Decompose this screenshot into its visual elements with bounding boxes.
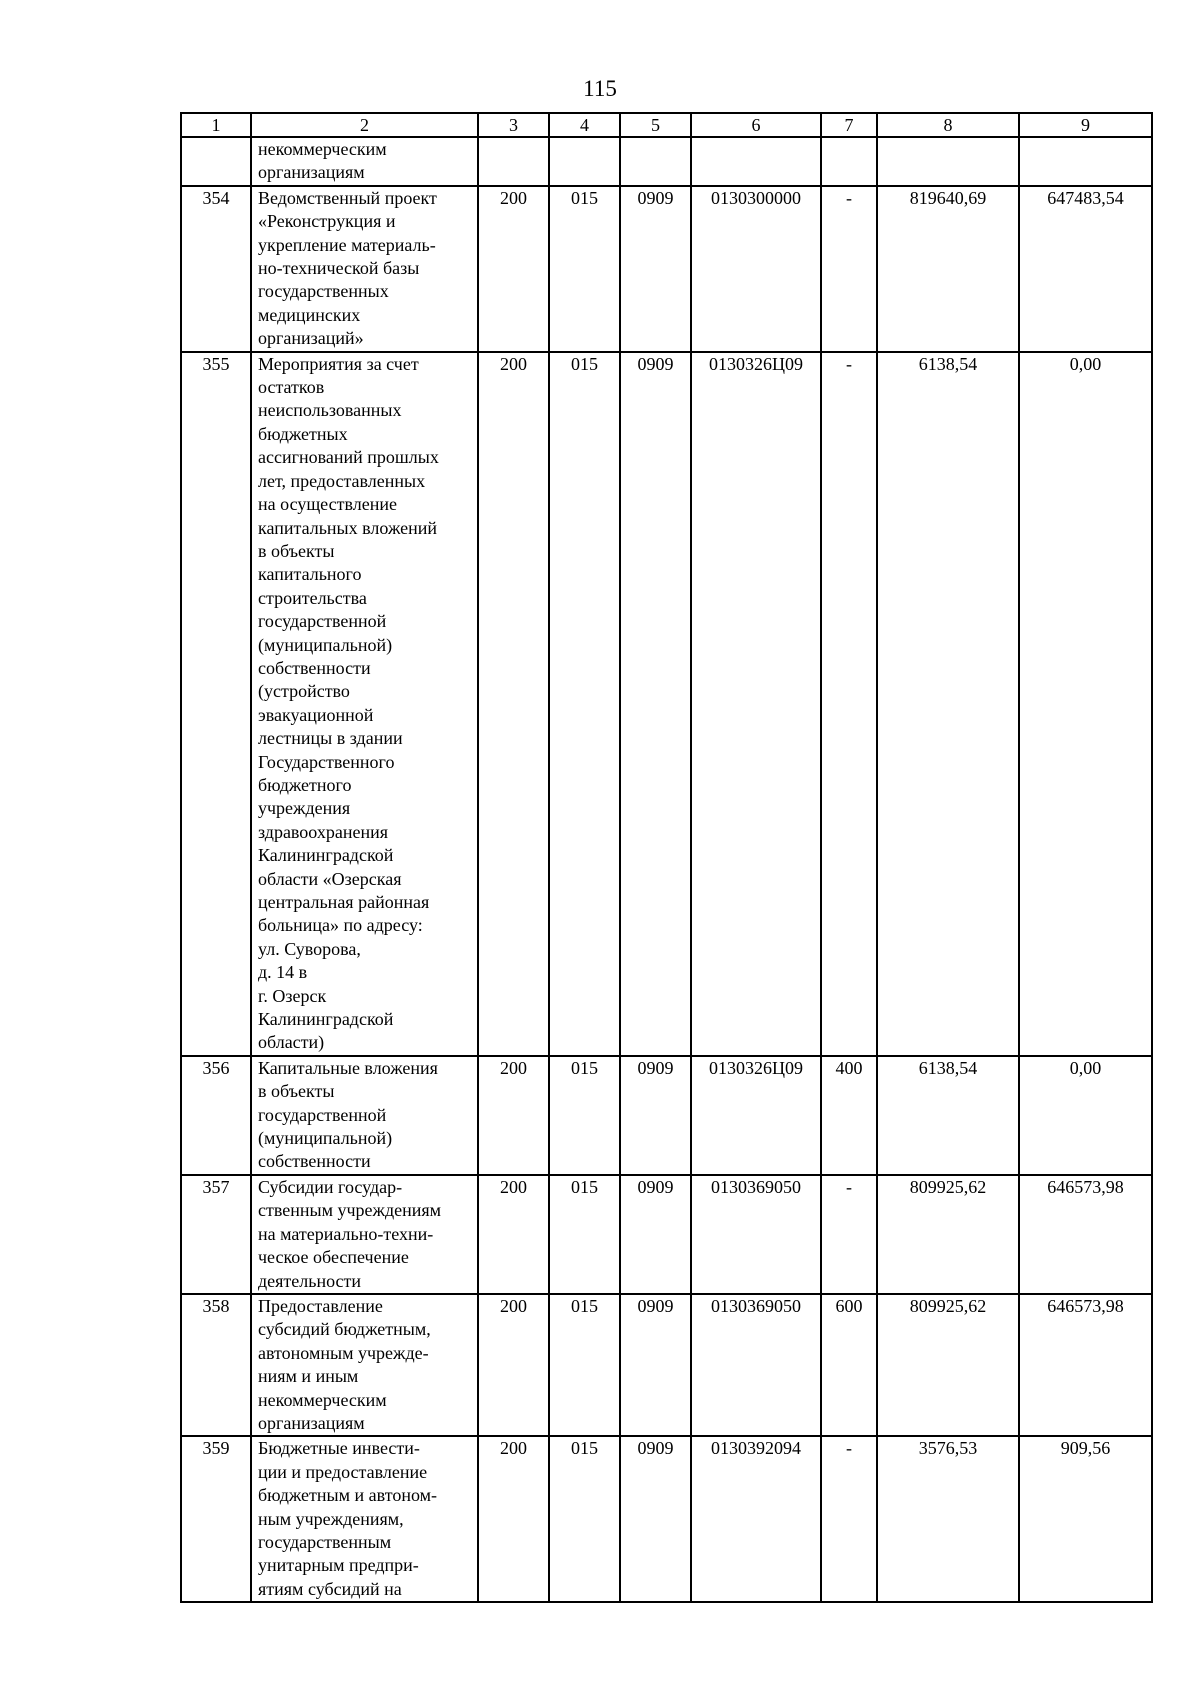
- row-name-line: на материально-техни-: [258, 1223, 434, 1244]
- row-name-cell: [251, 1436, 478, 1602]
- row-name-line: Мероприятия за счет: [258, 353, 419, 374]
- row-name-line: больница» по адресу:: [258, 915, 423, 936]
- amount-cell: [1019, 137, 1152, 186]
- row-name-cell: [251, 352, 478, 1056]
- code-cell: [620, 137, 691, 186]
- column-header: 9: [1019, 113, 1152, 137]
- amount-cell: 6138,54: [877, 352, 1019, 1056]
- row-name-line: собственности: [258, 1151, 371, 1172]
- column-header: 4: [549, 113, 620, 137]
- code-cell: 015: [549, 1436, 620, 1602]
- row-name-line: бюджетного: [258, 774, 352, 795]
- amount-cell: 6138,54: [877, 1056, 1019, 1175]
- row-name-line: неиспользованных: [258, 400, 402, 421]
- row-number-cell: 357: [181, 1175, 251, 1294]
- column-header: 3: [478, 113, 549, 137]
- target-code-cell: 0130326Ц09: [691, 352, 821, 1056]
- table-row: [181, 1294, 1152, 1436]
- expense-type-cell: -: [821, 1436, 877, 1602]
- row-name-line: ственным учреждениям: [258, 1200, 442, 1221]
- code-cell: 015: [549, 1056, 620, 1175]
- row-name-line: (устройство: [258, 681, 350, 702]
- row-name-line: государственной: [258, 611, 387, 632]
- code-cell: 015: [549, 352, 620, 1056]
- target-code-cell: [691, 137, 821, 186]
- target-code-cell: 0130300000: [691, 186, 821, 352]
- code-cell: 200: [478, 186, 549, 352]
- expense-type-cell: 400: [821, 1056, 877, 1175]
- row-name-line: некоммерческим: [258, 1389, 387, 1410]
- row-name-line: бюджетных: [258, 423, 348, 444]
- column-number-row: [181, 113, 1152, 137]
- expense-type-cell: -: [821, 186, 877, 352]
- row-name-line: центральная районная: [258, 892, 430, 912]
- row-name-line: д. 14 в: [258, 962, 308, 983]
- row-name-line: организациям: [258, 1412, 365, 1433]
- row-name-line: капитального: [258, 564, 362, 585]
- row-name-line: эвакуационной: [258, 704, 374, 725]
- row-number-cell: 358: [181, 1294, 251, 1436]
- row-name-line: субсидий бюджетным,: [258, 1319, 431, 1340]
- amount-cell: 646573,98: [1019, 1294, 1152, 1436]
- code-cell: 0909: [620, 1294, 691, 1436]
- row-name-line: ции и предоставление: [258, 1461, 428, 1482]
- row-name-line: Ведомственный проект: [258, 187, 437, 208]
- row-name-line: автономным учрежде-: [258, 1342, 429, 1363]
- amount-cell: 809925,62: [877, 1294, 1019, 1436]
- column-header: 5: [620, 113, 691, 137]
- amount-cell: 0,00: [1019, 1056, 1152, 1175]
- row-name-line: ул. Суворова,: [258, 938, 361, 959]
- amount-cell: 647483,54: [1019, 186, 1152, 352]
- code-cell: 0909: [620, 1436, 691, 1602]
- code-cell: 015: [549, 186, 620, 352]
- row-number-cell: 355: [181, 352, 251, 1056]
- row-name-cell: [251, 137, 478, 186]
- code-cell: [478, 137, 549, 186]
- row-name-line: ным учреждениям,: [258, 1508, 404, 1529]
- expense-type-cell: -: [821, 1175, 877, 1294]
- amount-cell: [877, 137, 1019, 186]
- code-cell: 0909: [620, 186, 691, 352]
- code-cell: 200: [478, 1056, 549, 1175]
- expense-type-cell: [821, 137, 877, 186]
- table-row: [181, 137, 1152, 186]
- row-number-cell: 356: [181, 1056, 251, 1175]
- row-name-line: Капитальные вложения: [258, 1057, 438, 1078]
- amount-cell: 809925,62: [877, 1175, 1019, 1294]
- row-name-cell: [251, 1175, 478, 1294]
- row-name-line: лет, предоставленных: [258, 470, 426, 491]
- table-body: [181, 137, 1152, 1602]
- row-name-line: ниям и иным: [258, 1366, 359, 1387]
- row-name-line: унитарным предпри-: [258, 1555, 419, 1576]
- column-header: 6: [691, 113, 821, 137]
- target-code-cell: 0130326Ц09: [691, 1056, 821, 1175]
- row-name-line: на осуществление: [258, 494, 397, 515]
- column-header: 7: [821, 113, 877, 137]
- amount-cell: 0,00: [1019, 352, 1152, 1056]
- row-name-line: в объекты: [258, 1081, 335, 1102]
- row-name-line: Калининградской: [258, 1009, 394, 1030]
- row-name-line: Бюджетные инвести-: [258, 1438, 420, 1459]
- column-header: 8: [877, 113, 1019, 137]
- table-row: [181, 1175, 1152, 1294]
- expense-type-cell: -: [821, 352, 877, 1056]
- row-name-line: капитальных вложений: [258, 517, 438, 538]
- row-name-line: государственной: [258, 1104, 387, 1125]
- amount-cell: 3576,53: [877, 1436, 1019, 1602]
- column-header: 1: [181, 113, 251, 137]
- row-name-line: некоммерческим: [258, 139, 387, 159]
- row-name-cell: [251, 186, 478, 352]
- code-cell: 200: [478, 1436, 549, 1602]
- row-number-cell: 359: [181, 1436, 251, 1602]
- row-name-line: Калининградской: [258, 845, 394, 866]
- row-name-line: деятельности: [258, 1270, 362, 1291]
- row-name-line: Предоставление: [258, 1295, 383, 1316]
- table-row: [181, 1056, 1152, 1175]
- row-name-line: остатков: [258, 377, 325, 398]
- row-name-line: строительства: [258, 587, 367, 608]
- table-row: [181, 1436, 1152, 1602]
- row-name-line: Субсидии государ-: [258, 1176, 403, 1197]
- row-name-line: в объекты: [258, 540, 335, 561]
- row-name-line: здравоохранения: [258, 821, 389, 842]
- code-cell: 200: [478, 1294, 549, 1436]
- amount-cell: 646573,98: [1019, 1175, 1152, 1294]
- target-code-cell: 0130369050: [691, 1175, 821, 1294]
- row-name-line: лестницы в здании: [258, 728, 403, 749]
- column-header: 2: [251, 113, 478, 137]
- row-number-cell: 354: [181, 186, 251, 352]
- code-cell: 0909: [620, 1175, 691, 1294]
- row-name-line: ятиям субсидий на: [258, 1578, 402, 1599]
- code-cell: 015: [549, 1294, 620, 1436]
- table-row: [181, 352, 1152, 1056]
- row-name-line: области): [258, 1032, 325, 1053]
- row-name-cell: [251, 1294, 478, 1436]
- row-name-line: собственности: [258, 657, 371, 678]
- row-name-line: области «Озерская: [258, 868, 402, 889]
- row-name-line: (муниципальной): [258, 1128, 393, 1149]
- row-name-line: «Реконструкция и: [258, 211, 396, 232]
- row-name-line: ассигнований прошлых: [258, 447, 439, 468]
- target-code-cell: 0130392094: [691, 1436, 821, 1602]
- code-cell: 200: [478, 1175, 549, 1294]
- row-name-cell: [251, 1056, 478, 1175]
- row-name-line: учреждения: [258, 798, 351, 819]
- table-row: [181, 186, 1152, 352]
- row-name-line: организаций»: [258, 328, 364, 349]
- page-number: 115: [583, 76, 617, 101]
- code-cell: 015: [549, 1175, 620, 1294]
- row-name-line: (муниципальной): [258, 634, 393, 655]
- amount-cell: 819640,69: [877, 186, 1019, 352]
- row-name-line: г. Озерск: [258, 985, 327, 1006]
- code-cell: 0909: [620, 352, 691, 1056]
- row-name-line: организациям: [258, 162, 365, 183]
- row-name-line: Государственного: [258, 751, 395, 772]
- row-name-line: укрепление материаль-: [258, 234, 436, 255]
- amount-cell: 909,56: [1019, 1436, 1152, 1602]
- budget-table: [180, 112, 1153, 1603]
- row-name-line: но-технической базы: [258, 258, 420, 279]
- row-name-line: государственным: [258, 1531, 392, 1552]
- code-cell: 0909: [620, 1056, 691, 1175]
- row-number-cell: [181, 137, 251, 186]
- row-name-line: ческое обеспечение: [258, 1247, 409, 1268]
- expense-type-cell: 600: [821, 1294, 877, 1436]
- row-name-line: медицинских: [258, 304, 361, 325]
- target-code-cell: 0130369050: [691, 1294, 821, 1436]
- code-cell: 200: [478, 352, 549, 1056]
- code-cell: [549, 137, 620, 186]
- row-name-line: государственных: [258, 281, 389, 302]
- row-name-line: бюджетным и автоном-: [258, 1485, 437, 1506]
